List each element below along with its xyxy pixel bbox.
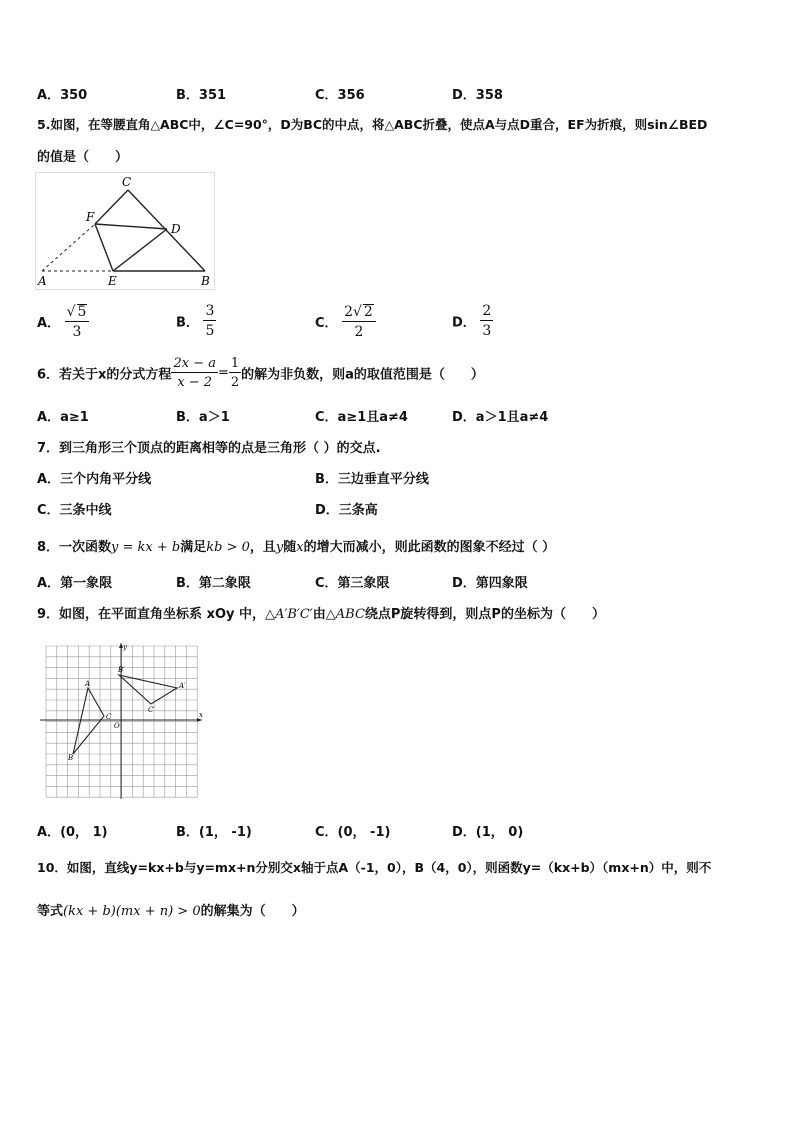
q8-option-a: A．第一象限 [37,576,113,591]
q7-option-c: C．三条中线 [37,503,112,518]
q9-label-b: B [68,754,74,762]
q5-label-c: C [122,175,132,189]
q9-label-a-prime: A′ [179,682,186,690]
q9-option-a: A．(0， 1) [37,825,108,840]
q5-label-b: B [201,274,210,288]
q9-label-c: C [106,713,112,721]
q9-coordinate-grid [38,641,206,801]
q4-option-d: D．358 [452,88,503,103]
q5-label-e: E [108,274,117,288]
q6-stem: 6．若关于x的分式方程 $\frac{2x - a}{x - 2}$ = $\frac{1}{2}$ 的解为非负数，则a的取值范围是（ ） [37,356,484,390]
q5-label-a: A [38,274,47,288]
q9-label-y-axis: y [123,643,127,651]
q6-option-a: A．a≥1 [37,410,89,425]
q9-option-b: B．(1， -1) [176,825,252,840]
q5-figure [35,172,215,290]
q4-option-a: A．350 [37,88,88,103]
q7-option-b: B．三边垂直平分线 [315,472,429,487]
q9-stem: 9．如图，在平面直角坐标系 xOy 中，△A′B′C′由△ABC绕点P旋转得到，则点P的坐标为（ ） [37,607,605,622]
q8-stem: 8．一次函数y = kx + b满足kb > 0，且y随x的增大而减小，则此函数的图象不经过（ ） [37,540,556,555]
q9-label-b-prime: B′ [118,666,125,674]
q8-option-b: B．第二象限 [176,576,251,591]
q7-stem: 7．到三角形三个顶点的距离相等的点是三角形（ ）的交点. [37,441,381,456]
q10-stem-line2: 等式(kx + b)(mx + n) > 0的解集为（ ） [37,904,305,919]
q6-option-d: D．a＞1且a≠4 [452,410,549,425]
q10-stem-line1: 10．如图，直线y=kx+b与y=mx+n分别交x轴于点A（-1，0），B（4，0），则函数y=（kx+b）（mx+n）中，则不 [37,860,712,875]
q7-option-a: A．三个内角平分线 [37,472,152,487]
q5-option-a: A． $\frac{√ 5}{3}$ [37,304,89,339]
q5-stem-line1: 5.如图，在等腰直角△ABC中，∠C=90°，D为BC的中点，将△ABC折叠，使点A与点D重合，EF为折痕，则sin∠BED [37,117,708,132]
q9-label-c-prime: C′ [148,706,155,714]
q8-option-d: D．第四象限 [452,576,528,591]
q5-option-c: C． $\frac{2√ 2}{2}$ [315,304,376,339]
q9-label-x-axis: x [199,711,203,719]
q9-option-d: D．(1， 0) [452,825,524,840]
q9-label-origin: O [114,722,120,730]
q4-option-b: B．351 [176,88,227,103]
q7-option-d: D．三条高 [315,503,378,518]
q8-option-c: C．第三象限 [315,576,390,591]
q6-option-b: B．a＞1 [176,410,230,425]
q5-label-f: F [86,210,95,224]
q5-label-d: D [171,222,181,236]
q9-option-c: C．(0， -1) [315,825,391,840]
q5-option-b: B． $\frac{3}{5}$ [176,303,215,339]
q4-option-c: C．356 [315,88,365,103]
q5-option-d: D． $\frac{2}{3}$ [452,303,492,339]
q6-option-c: C．a≥1且a≠4 [315,410,408,425]
q5-stem-line2: 的值是（ ） [37,150,129,165]
q9-label-a: A [85,680,91,688]
